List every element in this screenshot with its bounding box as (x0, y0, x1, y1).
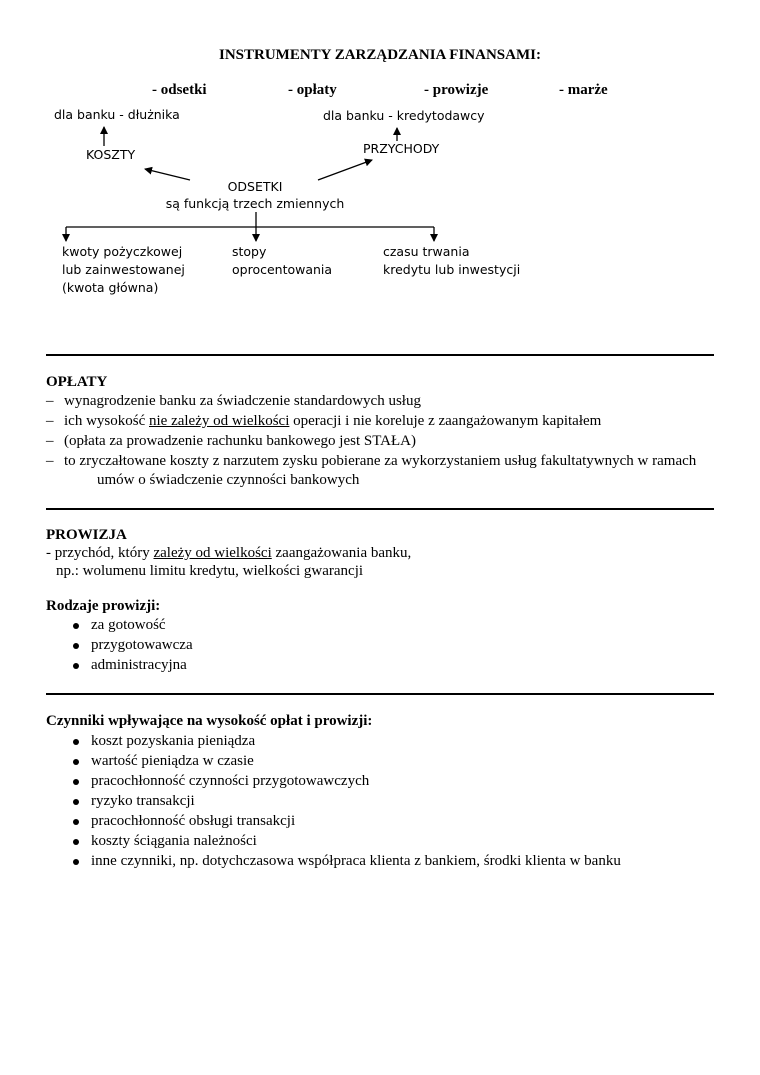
czynnik-item: wartość pieniądza w czasie (91, 753, 254, 769)
var-principal (62, 243, 185, 297)
instrument-prowizje: - prowizje (424, 82, 489, 98)
oplaty-item: to zryczałtowane koszty z narzutem zysku pobierane za wykorzystaniem usług fakultatywnych w ramach (64, 453, 697, 469)
var-principal-line: kwoty pożyczkowej (62, 244, 183, 259)
bullet-icon (73, 779, 79, 785)
instrument-odsetki: - odsetki (152, 82, 207, 98)
czynnik-item: pracochłonność czynności przygotowawczych (91, 773, 370, 789)
var-rate (232, 243, 332, 279)
czynnik-item: ryzyko transakcji (91, 793, 195, 809)
dash-bullet: – (46, 413, 54, 429)
label-costs: KOSZTY (86, 147, 136, 162)
var-duration (383, 243, 520, 279)
prowizja-example: np.: wolumenu limitu kredytu, wielkości gwarancji (56, 563, 364, 579)
prowizja-text: zaangażowania banku, (271, 545, 412, 561)
prowizja-definition (46, 545, 411, 562)
var-rate-line: stopy (232, 244, 267, 259)
bullet-icon (73, 819, 79, 825)
oplaty-heading: OPŁATY (46, 374, 108, 390)
var-rate-line: oprocentowania (232, 262, 333, 277)
oplaty-item (64, 413, 601, 430)
arrow-interest-to-revenues (318, 160, 372, 180)
bullet-icon (73, 623, 79, 629)
divider (46, 693, 714, 695)
bullet-icon (73, 663, 79, 669)
prowizja-type: administracyjna (91, 657, 187, 673)
var-principal-line: lub zainwestowanej (62, 262, 185, 277)
var-principal-line: (kwota główna) (62, 280, 159, 295)
prowizja-text: - przychód, który (46, 545, 154, 561)
oplaty-item-text: operacji i nie koreluje z zaangażowanym kapitałem (289, 413, 602, 429)
oplaty-item-text: ich wysokość (64, 413, 149, 429)
bullet-icon (73, 859, 79, 865)
oplaty-item-underlined: nie zależy od wielkości (149, 413, 290, 429)
prowizja-heading: PROWIZJA (46, 527, 127, 543)
bullet-icon (73, 643, 79, 649)
var-duration-line: kredytu lub inwestycji (383, 262, 521, 277)
czynniki-heading: Czynniki wpływające na wysokość opłat i prowizji: (46, 713, 373, 729)
bullet-icon (73, 759, 79, 765)
prowizja-type: za gotowość (91, 617, 166, 633)
dash-bullet: – (46, 453, 54, 469)
label-debtor: dla banku - dłużnika (54, 107, 180, 122)
bullet-icon (73, 739, 79, 745)
prowizja-types-heading: Rodzaje prowizji: (46, 598, 161, 614)
label-revenues: PRZYCHODY (363, 141, 440, 156)
czynnik-item: inne czynniki, np. dotychczasowa współpraca klienta z bankiem, środki klienta w banku (91, 853, 621, 869)
divider (46, 354, 714, 356)
czynnik-item: pracochłonność obsługi transakcji (91, 813, 296, 829)
label-creditor: dla banku - kredytodawcy (323, 108, 485, 123)
prowizja-type: przygotowawcza (91, 637, 193, 653)
var-duration-line: czasu trwania (383, 244, 470, 259)
page-title: INSTRUMENTY ZARZĄDZANIA FINANSAMI: (219, 47, 541, 63)
oplaty-item-continued: umów o świadczenie czynności bankowych (97, 472, 360, 488)
czynnik-item: koszty ściągania należności (91, 833, 257, 849)
instrument-oplaty: - opłaty (288, 82, 337, 98)
oplaty-item: (opłata za prowadzenie rachunku bankowego jest STAŁA) (64, 433, 417, 449)
czynnik-item: koszt pozyskania pieniądza (91, 733, 256, 749)
bullet-icon (73, 839, 79, 845)
dash-bullet: – (46, 433, 54, 449)
bullet-icon (73, 799, 79, 805)
label-interest: ODSETKI (227, 179, 283, 194)
label-interest-desc: są funkcją trzech zmiennych (165, 196, 345, 211)
oplaty-item: wynagrodzenie banku za świadczenie standardowych usług (64, 393, 421, 409)
instrument-marze: - marże (559, 82, 608, 98)
divider (46, 508, 714, 510)
dash-bullet: – (46, 393, 54, 409)
prowizja-underlined: zależy od wielkości (153, 545, 272, 561)
